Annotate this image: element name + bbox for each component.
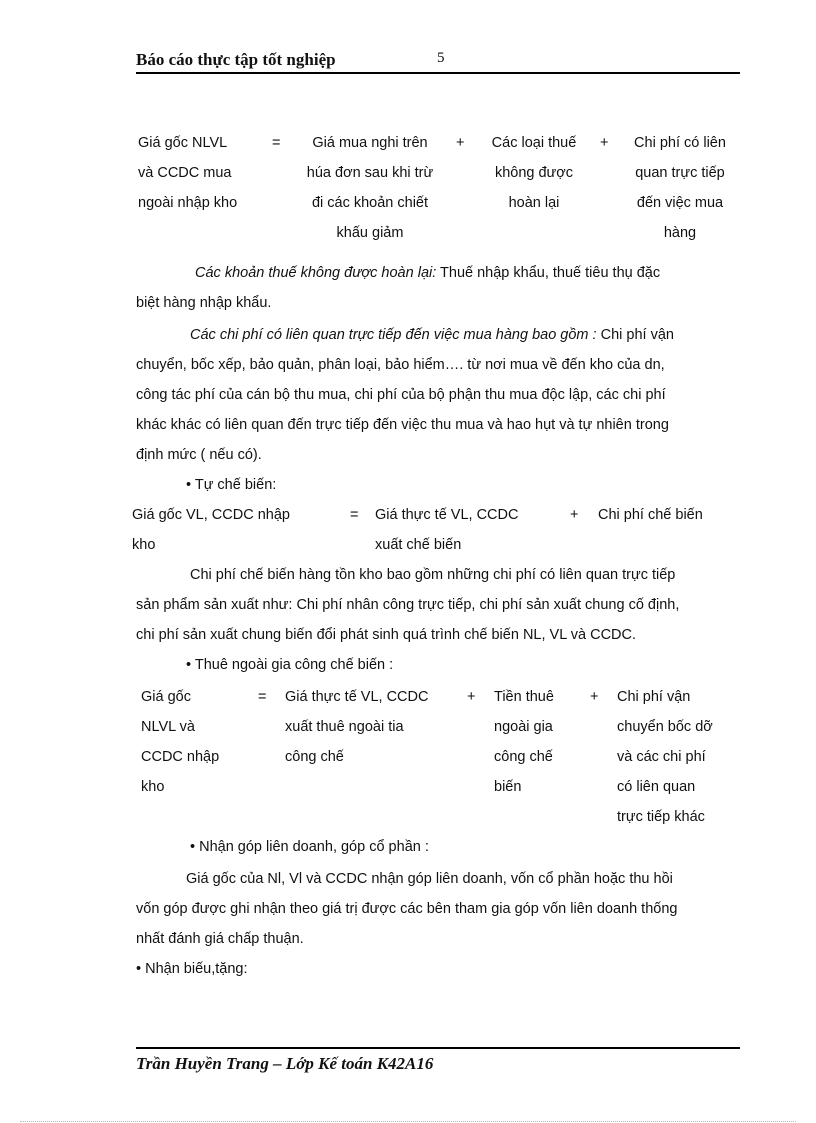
formula3-equals: = (258, 689, 267, 705)
formula3-term1: Giá thực tế VL, CCDC xuất thuê ngoài tia công chế (285, 689, 429, 765)
formula2-term2: Chi phí chế biến (598, 507, 703, 523)
formula1-term3: Chi phí có liên quan trực tiếp đến việc mua hàng (634, 135, 726, 241)
formula1-plus2: + (600, 135, 609, 151)
header-title: Báo cáo thực tập tốt nghiệp (136, 50, 336, 69)
footer-author: Trần Huyền Trang – Lớp Kế toán K42A16 (136, 1054, 434, 1073)
paragraph-line: vốn góp được ghi nhận theo giá trị được các bên tham gia góp vốn liên doanh thống (136, 901, 678, 917)
bullet-self-processing: • Tự chế biến: (186, 477, 277, 493)
formula1-lhs: Giá gốc NLVL và CCDC mua ngoài nhập kho (138, 135, 238, 211)
formula1-plus1: + (456, 135, 465, 151)
paragraph-line: sản phẩm sản xuất như: Chi phí nhân công trực tiếp, chi phí sản xuất chung cố định, (136, 597, 680, 613)
formula1-equals: = (272, 135, 281, 151)
paragraph-line: Giá gốc của Nl, Vl và CCDC nhận góp liên doanh, vốn cổ phần hoặc thu hồi (186, 871, 673, 887)
formula2-lhs: Giá gốc VL, CCDC nhập kho (132, 507, 290, 553)
bullet-outsourced-processing: • Thuê ngoài gia công chế biến : (186, 657, 394, 673)
paragraph-line: định mức ( nếu có). (136, 447, 262, 463)
formula3-lhs: Giá gốc NLVL và CCDC nhập kho (141, 689, 220, 795)
paragraph-line: khác khác có liên quan đến trực tiếp đến việc thu mua và hao hụt và tự nhiên trong (136, 417, 669, 433)
bullet-gift: • Nhận biếu,tặng: (136, 961, 248, 977)
paragraph-line: Chi phí chế biến hàng tồn kho bao gồm những chi phí có liên quan trực tiếp (190, 567, 676, 583)
header-rule (136, 72, 740, 74)
paragraph-line: công tác phí của cán bộ thu mua, chi phí của bộ phận thu mua độc lập, các chi phí (136, 387, 666, 403)
paragraph-non-refundable-tax: Các khoản thuế không được hoàn lại: Thuế nhập khẩu, thuế tiêu thụ đặc (195, 265, 661, 281)
paragraph-line: chi phí sản xuất chung biến đổi phát sinh quá trình chế biến NL, VL và CCDC. (136, 627, 637, 643)
paragraph-line: nhất đánh giá chấp thuận. (136, 931, 304, 947)
formula2-equals: = (350, 507, 359, 523)
paragraph-line: biệt hàng nhập khẩu. (136, 295, 272, 311)
formula3-plus2: + (590, 689, 599, 705)
formula2-plus: + (570, 507, 579, 523)
bullet-joint-venture: • Nhận góp liên doanh, góp cổ phần : (190, 839, 429, 855)
page-edge-divider (20, 1121, 796, 1122)
formula2-term1: Giá thực tế VL, CCDC xuất chế biến (375, 507, 519, 553)
footer-rule (136, 1047, 740, 1049)
formula1-term1: Giá mua nghi trên húa đơn sau khi trừ đi các khoản chiết khấu giảm (306, 135, 434, 241)
paragraph-line: chuyển, bốc xếp, bảo quản, phân loại, bảo hiểm…. từ nơi mua về đến kho của dn, (136, 357, 665, 373)
formula3-term2: Tiền thuê ngoài gia công chế biến (494, 689, 554, 795)
formula3-term3: Chi phí vận chuyển bốc dỡ và các chi phí có liên quan trực tiếp khác (617, 689, 713, 825)
page-number: 5 (437, 50, 445, 66)
formula3-plus1: + (467, 689, 476, 705)
paragraph-direct-costs: Các chi phí có liên quan trực tiếp đến việc mua hàng bao gồm : Chi phí vận (190, 327, 674, 343)
formula1-term2: Các loại thuế không được hoàn lại (491, 135, 577, 211)
